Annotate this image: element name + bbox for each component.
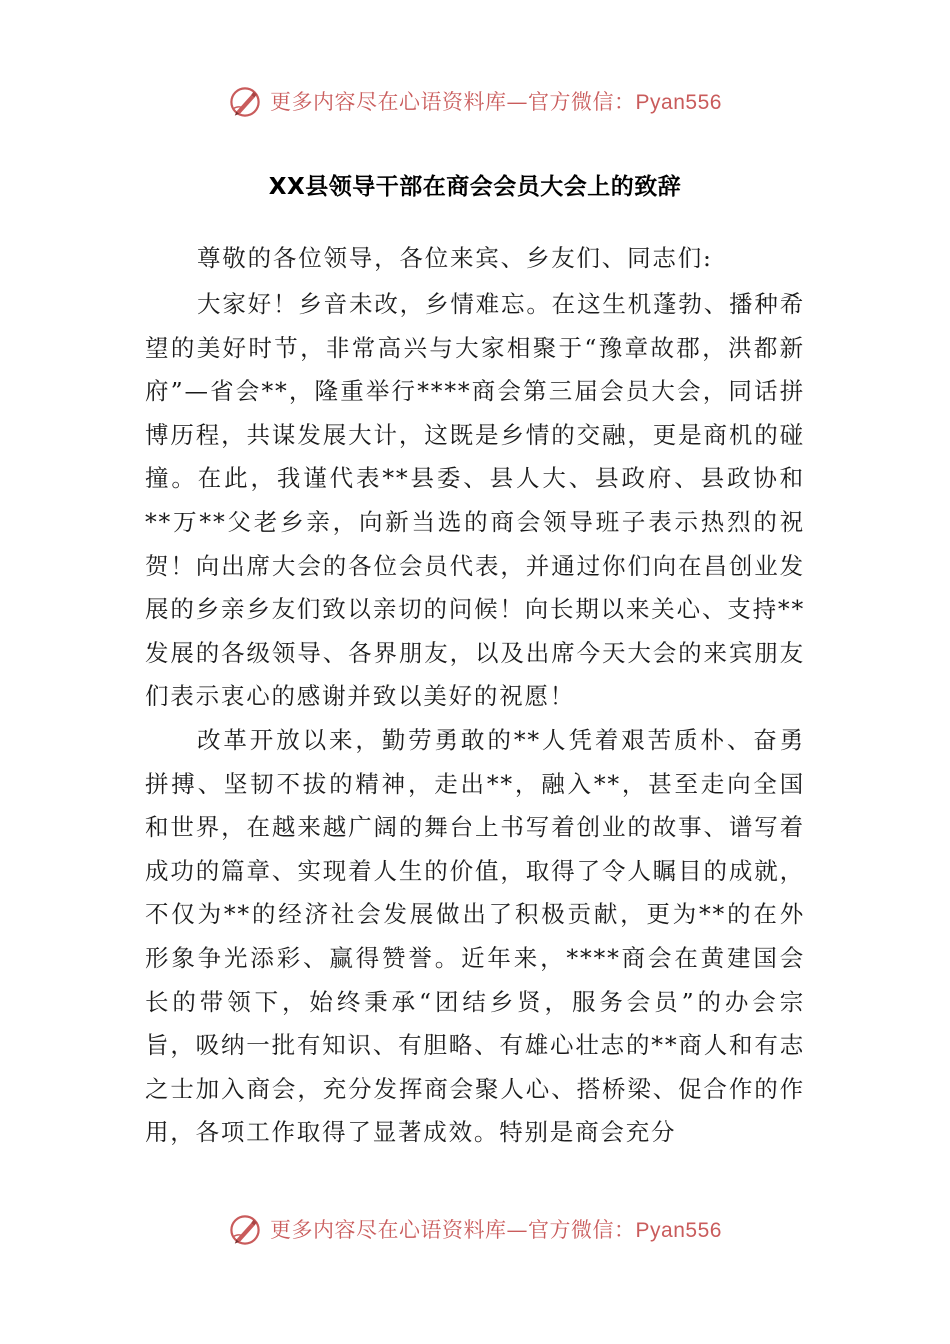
watermark-label: 官方微信： — [528, 89, 636, 114]
watermark-id: Pyan556 — [635, 90, 722, 114]
footer-watermark — [0, 1210, 950, 1250]
pen-logo-icon — [228, 1213, 262, 1247]
watermark-label: 官方微信： — [528, 1217, 636, 1242]
watermark-id: Pyan556 — [635, 1218, 722, 1242]
watermark-main: 更多内容尽在心语资料库 — [270, 1217, 507, 1242]
watermark-text — [270, 1217, 722, 1242]
watermark-main: 更多内容尽在心语资料库 — [270, 89, 507, 114]
greeting-line: 尊敬的各位领导，各位来宾、乡友们、同志们: — [197, 244, 713, 272]
pen-logo-icon — [228, 85, 262, 119]
body-paragraph: 大家好！乡音未改，乡情难忘。在这生机蓬勃、播种希望的美好时节，非常高兴与大家相聚于“豫章故郡，洪都新府”—省会**，隆重举行****商会第三届会员大会，同话拼博历程，共谋发展大计，这既是乡情的交融，更是商机的碰撞。在此，我谨代表**县委、县人大、县政府、县政协和**万**父老乡亲，向新当选的商会领导班子表示热烈的祝贺！向出席大会的各位会员代表，并通过你们向在昌创业发展的乡亲乡友们致以亲切的问候！向长期以来关心、支持**发展的各级领导、各界朋友，以及出席今天大会的来宾朋友们表示衷心的感谢并致以美好的祝愿！ — [145, 290, 805, 711]
body-paragraph: 改革开放以来，勤劳勇敢的**人凭着艰苦质朴、奋勇拼搏、坚韧不拔的精神，走出**，融入**，甚至走向全国和世界，在越来越广阔的舞台上书写着创业的故事、谱写着成功的篇章、实现着人生的价值，取得了令人瞩目的成就，不仅为**的经济社会发展做出了积极贡献，更为**的在外形象争光添彩、赢得赞誉。近年来，****商会在黄建国会长的带领下，始终秉承“团结乡贤，服务会员”的办会宗旨，吸纳一批有知识、有胆略、有雄心壮志的**商人和有志之士加入商会，充分发挥商会聚人心、搭桥梁、促合作的作用，各项工作取得了显著成效。特别是商会充分 — [145, 725, 805, 1147]
document-body — [145, 239, 805, 1155]
watermark-separator: — — [506, 1217, 529, 1242]
header-watermark — [0, 82, 950, 122]
document-title: XX县领导干部在商会会员大会上的致辞 — [268, 174, 682, 200]
watermark-text — [270, 89, 722, 114]
watermark-separator: — — [506, 89, 529, 114]
